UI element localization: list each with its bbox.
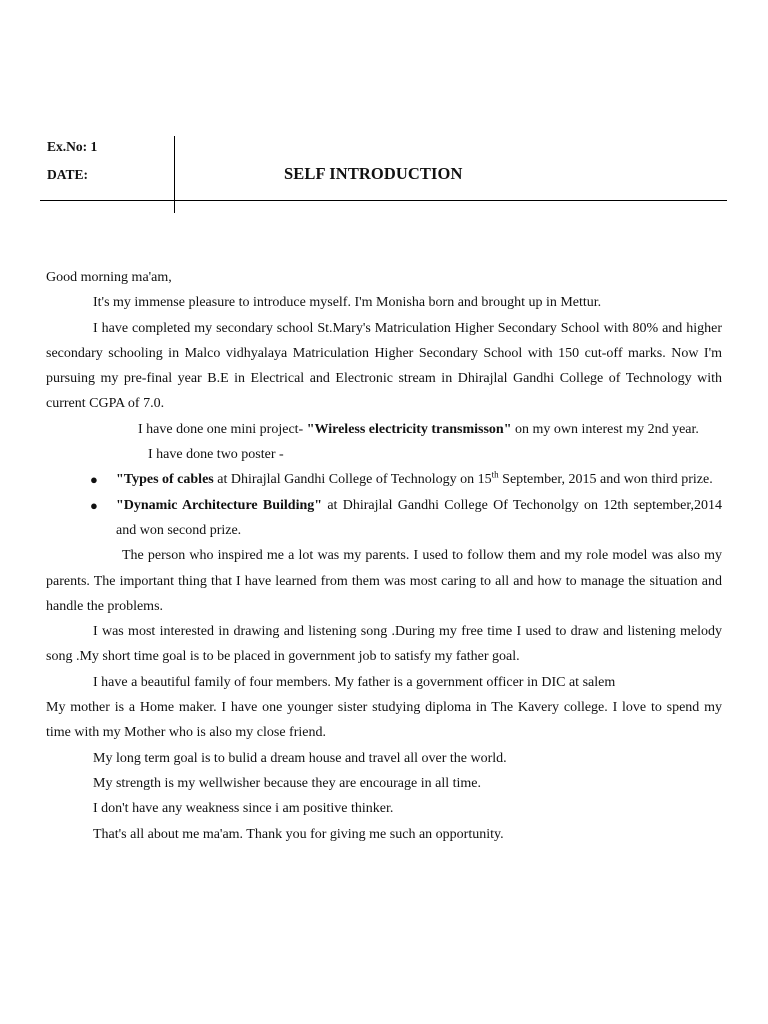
paragraph-intro: It's my immense pleasure to introduce myself. I'm Monisha born and brought up in Mettur. bbox=[93, 295, 602, 311]
paragraph-closing: That's all about me ma'am. Thank you for giving me such an opportunity. bbox=[93, 826, 504, 842]
paragraph-education: I have completed my secondary school St.Mary's Matriculation Higher Secondary School with 80% and higher secondary schooling in Malco vidhyalaya Matriculation Higher Secondary School with 150 cut-off marks. Now I'm pursuing my pre-final year B.E in Electrical and Electronic stream in Dhirajlal Gandhi College of Technology with current CGPA of 7.0. bbox=[46, 320, 722, 412]
paragraph-interests: I was most interested in drawing and listening song .During my free time I used to draw and listening melody song .My short time goal is to be placed in government job to satisfy my father goal. bbox=[46, 624, 722, 665]
exercise-number: Ex.No: 1 bbox=[47, 139, 98, 154]
paragraph-mother: My mother is a Home maker. I have one younger sister studying diploma in The Kavery college. I love to spend my time with my Mother who is also my close friend. bbox=[46, 700, 722, 741]
paragraph-poster-intro: I have done two poster - bbox=[148, 447, 284, 463]
greeting: Good morning ma'am, bbox=[46, 270, 172, 285]
paragraph-long-term-goal: My long term goal is to bulid a dream house and travel all over the world. bbox=[93, 750, 507, 766]
header-vertical-rule bbox=[174, 136, 175, 213]
paragraph-weakness: I don't have any weakness since i am positive thinker. bbox=[93, 801, 394, 817]
paragraph-family: I have a beautiful family of four members. My father is a government officer in DIC at salem bbox=[93, 674, 616, 690]
bullet-icon: ● bbox=[90, 472, 98, 488]
paragraph-strength: My strength is my wellwisher because they are encourage in all time. bbox=[93, 775, 481, 791]
page-title: SELF INTRODUCTION bbox=[284, 164, 463, 183]
header-horizontal-rule bbox=[40, 200, 727, 201]
list-item bbox=[46, 467, 722, 492]
project-post: on my own interest my 2nd year. bbox=[511, 421, 699, 437]
date-label: DATE: bbox=[47, 167, 89, 182]
project-title: "Wireless electricity transmisson" bbox=[306, 421, 512, 437]
poster1-title: "Types of cables bbox=[116, 472, 214, 488]
document-body bbox=[46, 265, 722, 847]
poster-list bbox=[46, 467, 722, 543]
poster2-text: at Dhirajlal Gandhi College Of Techonolgy on 12th september,2014 and won second prize. bbox=[116, 497, 722, 538]
paragraph-project bbox=[46, 417, 722, 442]
bullet-icon: ● bbox=[90, 497, 98, 513]
document-header bbox=[40, 136, 727, 214]
poster2-title: "Dynamic Architecture Building" bbox=[116, 497, 323, 513]
paragraph-inspiration: The person who inspired me a lot was my parents. I used to follow them and my role model was also my parents. The important thing that I have learned from them was most caring to all and how to manage the situation and handle the problems. bbox=[46, 548, 722, 614]
poster1-sup: th bbox=[491, 469, 499, 480]
list-item bbox=[46, 493, 722, 544]
project-pre: I have done one mini project- bbox=[138, 421, 307, 437]
poster1-text-b: September, 2015 and won third prize. bbox=[498, 472, 713, 488]
poster1-text-a: at Dhirajlal Gandhi College of Technology on 15 bbox=[213, 472, 492, 488]
